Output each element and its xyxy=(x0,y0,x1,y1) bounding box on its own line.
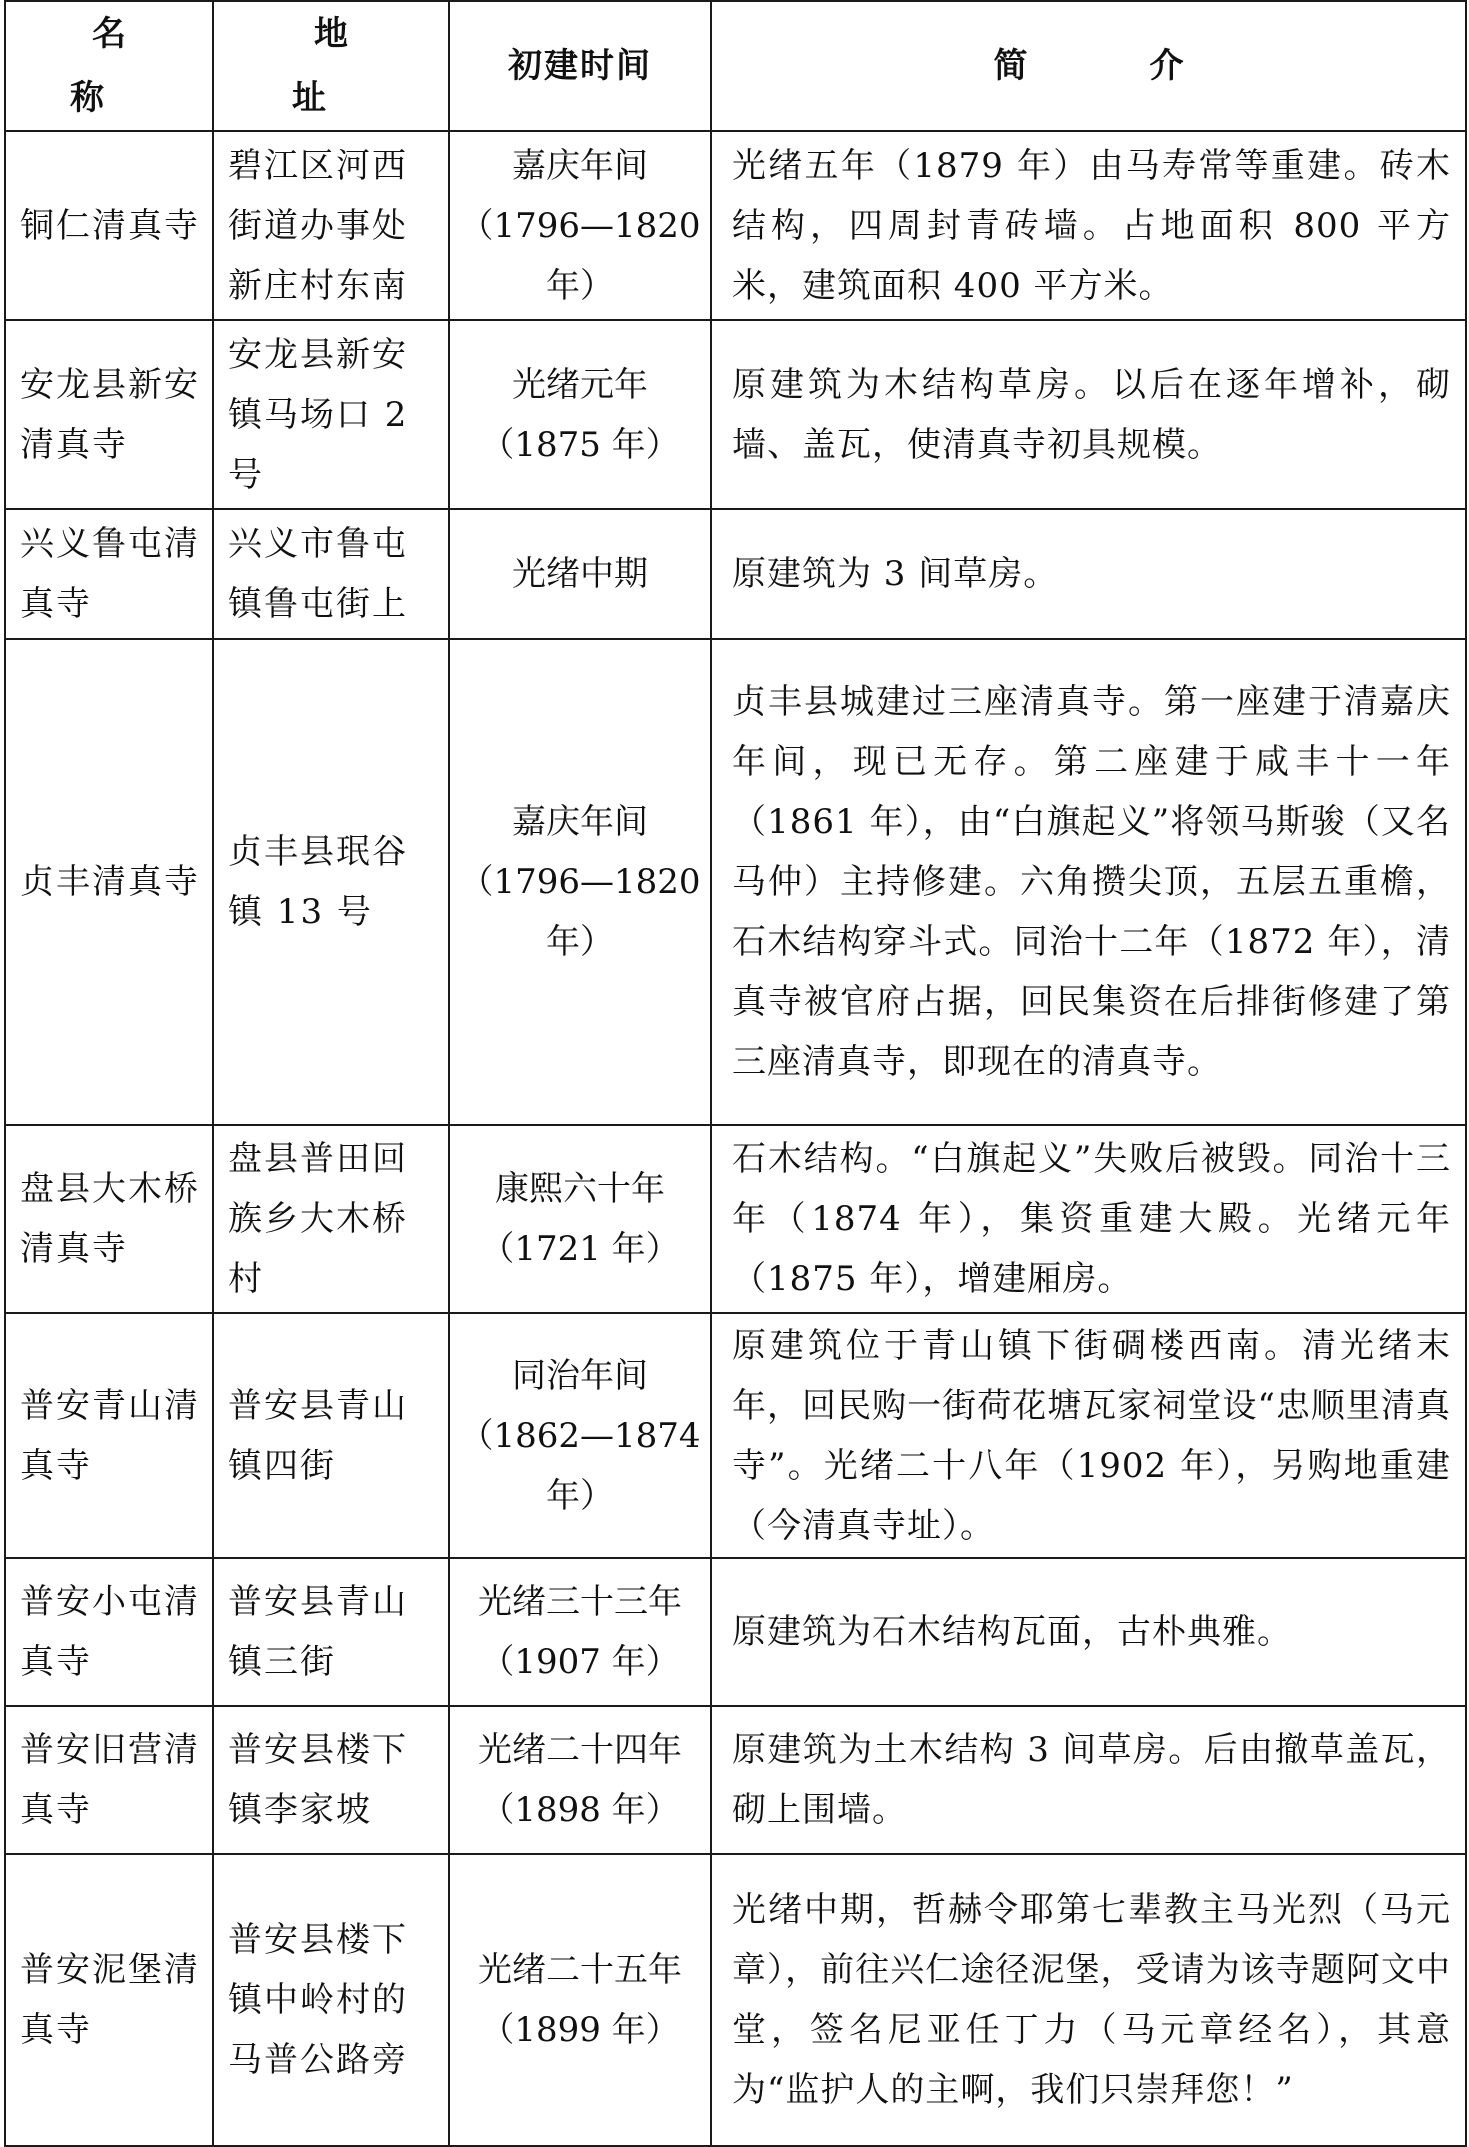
cell-intro: 贞丰县城建过三座清真寺。第一座建于清嘉庆年间，现已无存。第二座建于咸丰十一年（1861 年），由“白旗起义”将领马斯骏（又名马仲）主持修建。六角攒尖顶，五层五重檐，石木结构穿斗式。同治十二年（1872 年），清真寺被官府占据，回民集资在后排街修建了第三座清真寺，即现在的清真寺。 xyxy=(711,639,1466,1125)
cell-address: 普安县青山镇三街 xyxy=(213,1558,449,1706)
table-row xyxy=(5,131,1466,320)
cell-name: 普安旧营清真寺 xyxy=(5,1706,213,1854)
table-row xyxy=(5,1313,1466,1558)
built-era: 康熙六十年 xyxy=(495,1169,665,1209)
cell-name: 贞丰清真寺 xyxy=(5,639,213,1125)
table-row xyxy=(5,1854,1466,2146)
cell-address: 碧江区河西街道办事处新庄村东南 xyxy=(213,131,449,320)
built-era: 光绪三十三年 xyxy=(478,1582,682,1622)
built-years: （1875 年） xyxy=(480,424,680,465)
cell-intro: 原建筑为木结构草房。以后在逐年增补，砌墙、盖瓦，使清真寺初具规模。 xyxy=(711,320,1466,509)
cell-name: 普安青山清真寺 xyxy=(5,1313,213,1558)
cell-built xyxy=(449,1313,711,1558)
built-years: （1899 年） xyxy=(480,2010,680,2050)
header-address: 地 址 xyxy=(213,1,449,131)
cell-name: 兴义鲁屯清真寺 xyxy=(5,509,213,639)
cell-built xyxy=(449,1854,711,2146)
built-era: 同治年间 xyxy=(512,1355,648,1396)
built-years: （1907 年） xyxy=(480,1642,680,1682)
cell-built xyxy=(449,509,711,639)
cell-intro: 光绪五年（1879 年）由马寿常等重建。砖木结构，四周封青砖墙。占地面积 800 平方米，建筑面积 400 平方米。 xyxy=(711,131,1466,320)
built-era: 光绪元年 xyxy=(512,364,648,405)
built-years: （1796—1820 年） xyxy=(459,205,701,306)
cell-name: 安龙县新安清真寺 xyxy=(5,320,213,509)
cell-intro: 原建筑位于青山镇下街碉楼西南。清光绪末年，回民购一街荷花塘瓦家祠堂设“忠顺里清真寺”。光绪二十八年（1902 年），另购地重建（今清真寺址）。 xyxy=(711,1313,1466,1558)
built-era: 光绪二十四年 xyxy=(478,1730,682,1770)
cell-name: 普安小屯清真寺 xyxy=(5,1558,213,1706)
built-years: （1898 年） xyxy=(480,1790,680,1830)
cell-built xyxy=(449,1125,711,1313)
cell-built xyxy=(449,1558,711,1706)
table-row xyxy=(5,1706,1466,1854)
table-row xyxy=(5,320,1466,509)
cell-address: 普安县楼下镇中岭村的马普公路旁 xyxy=(213,1854,449,2146)
built-years: （1796—1820 年） xyxy=(459,862,701,962)
cell-built xyxy=(449,131,711,320)
cell-address: 安龙县新安镇马场口 2 号 xyxy=(213,320,449,509)
cell-address: 普安县楼下镇李家坡 xyxy=(213,1706,449,1854)
header-name: 名 称 xyxy=(5,1,213,131)
built-years: （1721 年） xyxy=(480,1229,680,1269)
cell-name: 铜仁清真寺 xyxy=(5,131,213,320)
cell-intro: 原建筑为 3 间草房。 xyxy=(711,509,1466,639)
table-row xyxy=(5,639,1466,1125)
cell-built xyxy=(449,320,711,509)
table-row xyxy=(5,509,1466,639)
cell-address: 贞丰县珉谷镇 13 号 xyxy=(213,639,449,1125)
table-row xyxy=(5,1558,1466,1706)
table-header-row xyxy=(5,1,1466,131)
cell-intro: 原建筑为土木结构 3 间草房。后由撤草盖瓦，砌上围墙。 xyxy=(711,1706,1466,1854)
cell-built xyxy=(449,1706,711,1854)
cell-built xyxy=(449,639,711,1125)
header-built-time: 初建时间 xyxy=(449,1,711,131)
cell-address: 兴义市鲁屯镇鲁屯街上 xyxy=(213,509,449,639)
cell-intro: 石木结构。“白旗起义”失败后被毁。同治十三年（1874 年），集资重建大殿。光绪元年（1875 年），增建厢房。 xyxy=(711,1125,1466,1313)
header-introduction: 简 介 xyxy=(711,1,1466,131)
built-era: 嘉庆年间 xyxy=(512,802,648,842)
cell-address: 盘县普田回族乡大木桥村 xyxy=(213,1125,449,1313)
cell-address: 普安县青山镇四街 xyxy=(213,1313,449,1558)
cell-intro: 原建筑为石木结构瓦面，古朴典雅。 xyxy=(711,1558,1466,1706)
built-era: 光绪中期 xyxy=(512,554,648,594)
built-years: （1862—1874 年） xyxy=(459,1415,701,1516)
cell-name: 普安泥堡清真寺 xyxy=(5,1854,213,2146)
cell-name: 盘县大木桥清真寺 xyxy=(5,1125,213,1313)
table-row xyxy=(5,1125,1466,1313)
cell-intro: 光绪中期，哲赫令耶第七辈教主马光烈（马元章），前往兴仁途径泥堡，受请为该寺题阿文中堂，签名尼亚任丁力（马元章经名），其意为“监护人的主啊，我们只崇拜您！” xyxy=(711,1854,1466,2146)
mosque-table xyxy=(4,0,1467,2147)
built-era: 嘉庆年间 xyxy=(512,145,648,186)
built-era: 光绪二十五年 xyxy=(478,1950,682,1990)
